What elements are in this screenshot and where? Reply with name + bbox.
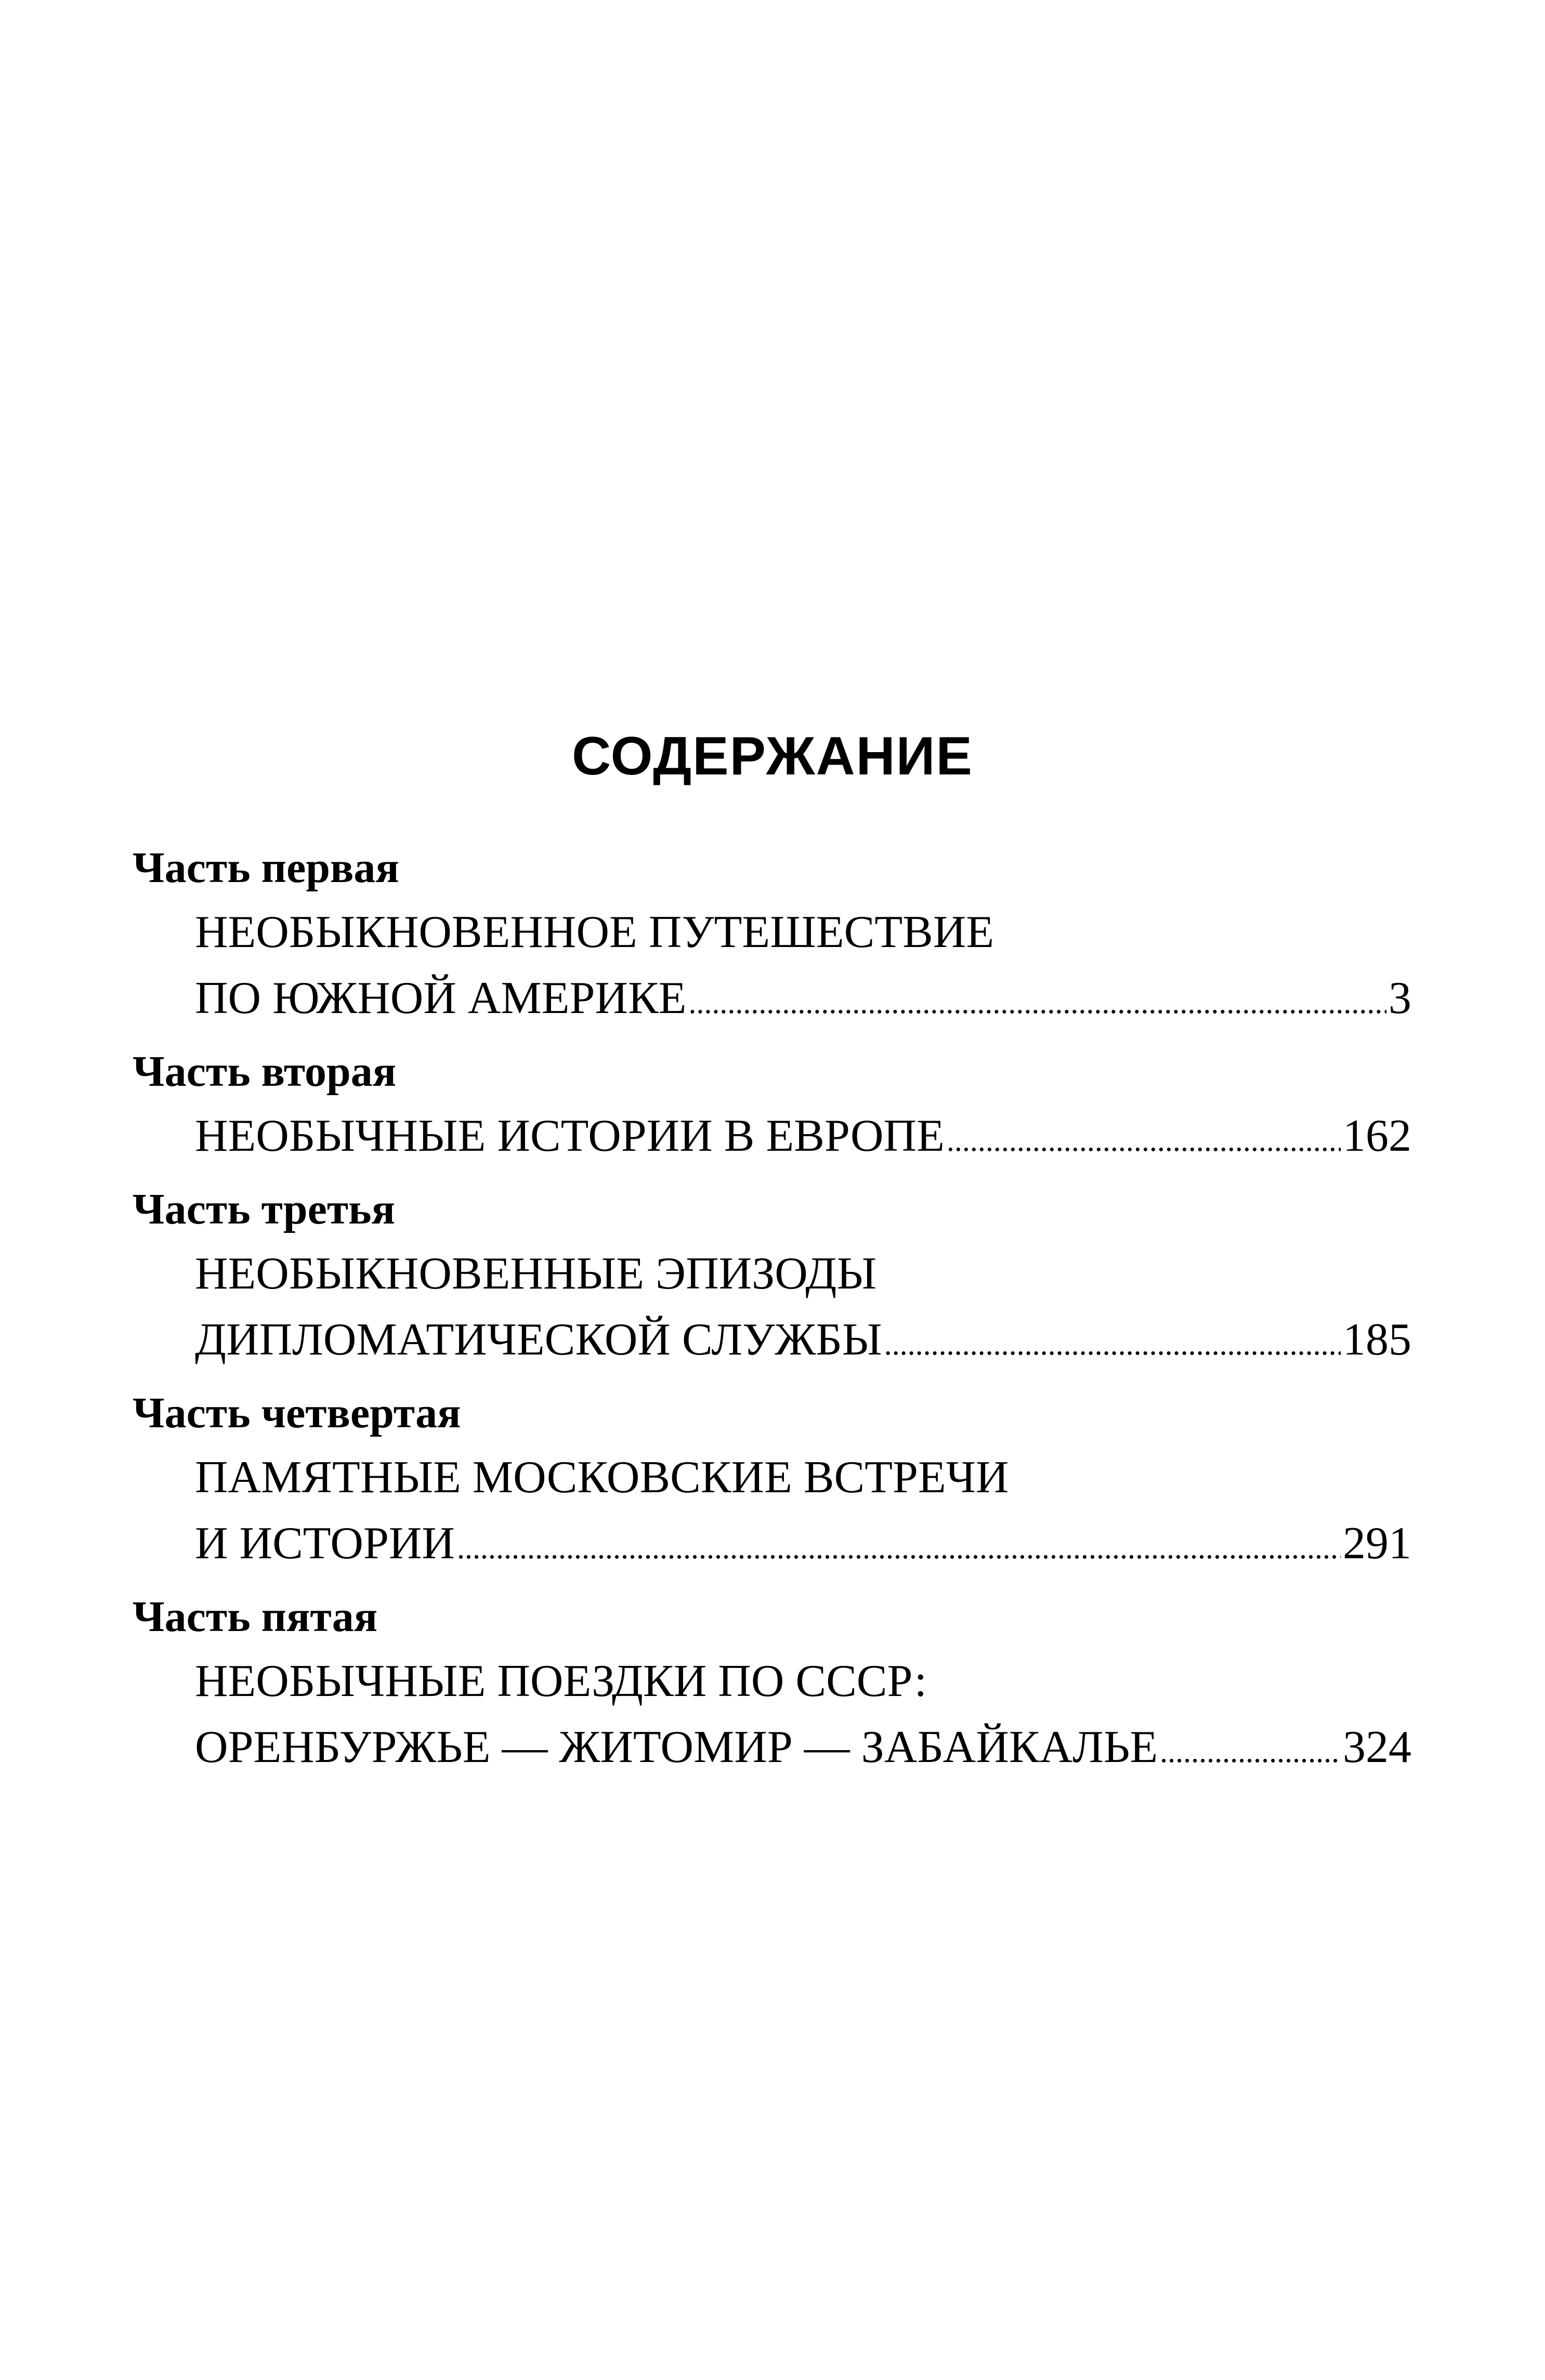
part-heading-line: ПАМЯТНЫЕ МОСКОВСКИЕ ВСТРЕЧИ — [195, 1452, 1009, 1503]
toc-part-2 — [133, 1041, 1411, 1169]
page-number: 324 — [1343, 1722, 1411, 1772]
part-label: Часть пятая — [133, 1593, 378, 1641]
toc-part-1 — [133, 837, 1411, 1031]
part-heading-line: ПО ЮЖНОЙ АМЕРИКЕ — [195, 973, 687, 1023]
toc-entry-link[interactable] — [133, 1714, 1411, 1780]
part-heading-line: ДИПЛОМАТИЧЕСКОЙ СЛУЖБЫ — [195, 1314, 882, 1365]
dot-leader — [688, 965, 1386, 1036]
table-of-contents — [133, 837, 1411, 1790]
dot-leader — [457, 1510, 1341, 1581]
dot-leader — [947, 1103, 1341, 1174]
part-heading-line: ОРЕНБУРЖЬЕ — ЖИТОМИР — ЗАБАЙКАЛЬЕ — [195, 1722, 1158, 1772]
toc-entry-link[interactable] — [133, 965, 1411, 1031]
part-label: Часть вторая — [133, 1047, 397, 1096]
part-heading-line: НЕОБЫЧНЫЕ ПОЕЗДКИ ПО СССР: — [195, 1656, 927, 1706]
toc-entry-link[interactable] — [133, 1510, 1411, 1576]
toc-part-4 — [133, 1382, 1411, 1576]
page-title: СОДЕРЖАНИЕ — [572, 726, 973, 786]
part-heading-line: НЕОБЫКНОВЕННОЕ ПУТЕШЕСТВИЕ — [195, 907, 994, 957]
page-number: 3 — [1389, 973, 1411, 1023]
part-label: Часть третья — [133, 1185, 396, 1233]
page-number: 162 — [1343, 1111, 1411, 1161]
part-heading-line: НЕОБЫКНОВЕННЫЕ ЭПИЗОДЫ — [195, 1248, 877, 1299]
part-heading-line: НЕОБЫЧНЫЕ ИСТОРИИ В ЕВРОПЕ — [195, 1111, 945, 1161]
toc-entry-link[interactable] — [133, 1307, 1411, 1373]
part-label: Часть первая — [133, 844, 399, 892]
page-number: 291 — [1343, 1518, 1411, 1569]
part-label: Часть четвертая — [133, 1389, 461, 1437]
dot-leader — [1160, 1714, 1341, 1785]
part-heading-line: И ИСТОРИИ — [195, 1518, 455, 1569]
page-number: 185 — [1343, 1314, 1411, 1365]
toc-part-5 — [133, 1586, 1411, 1780]
dot-leader — [884, 1307, 1341, 1377]
toc-entry-link[interactable] — [133, 1103, 1411, 1169]
toc-part-3 — [133, 1178, 1411, 1373]
